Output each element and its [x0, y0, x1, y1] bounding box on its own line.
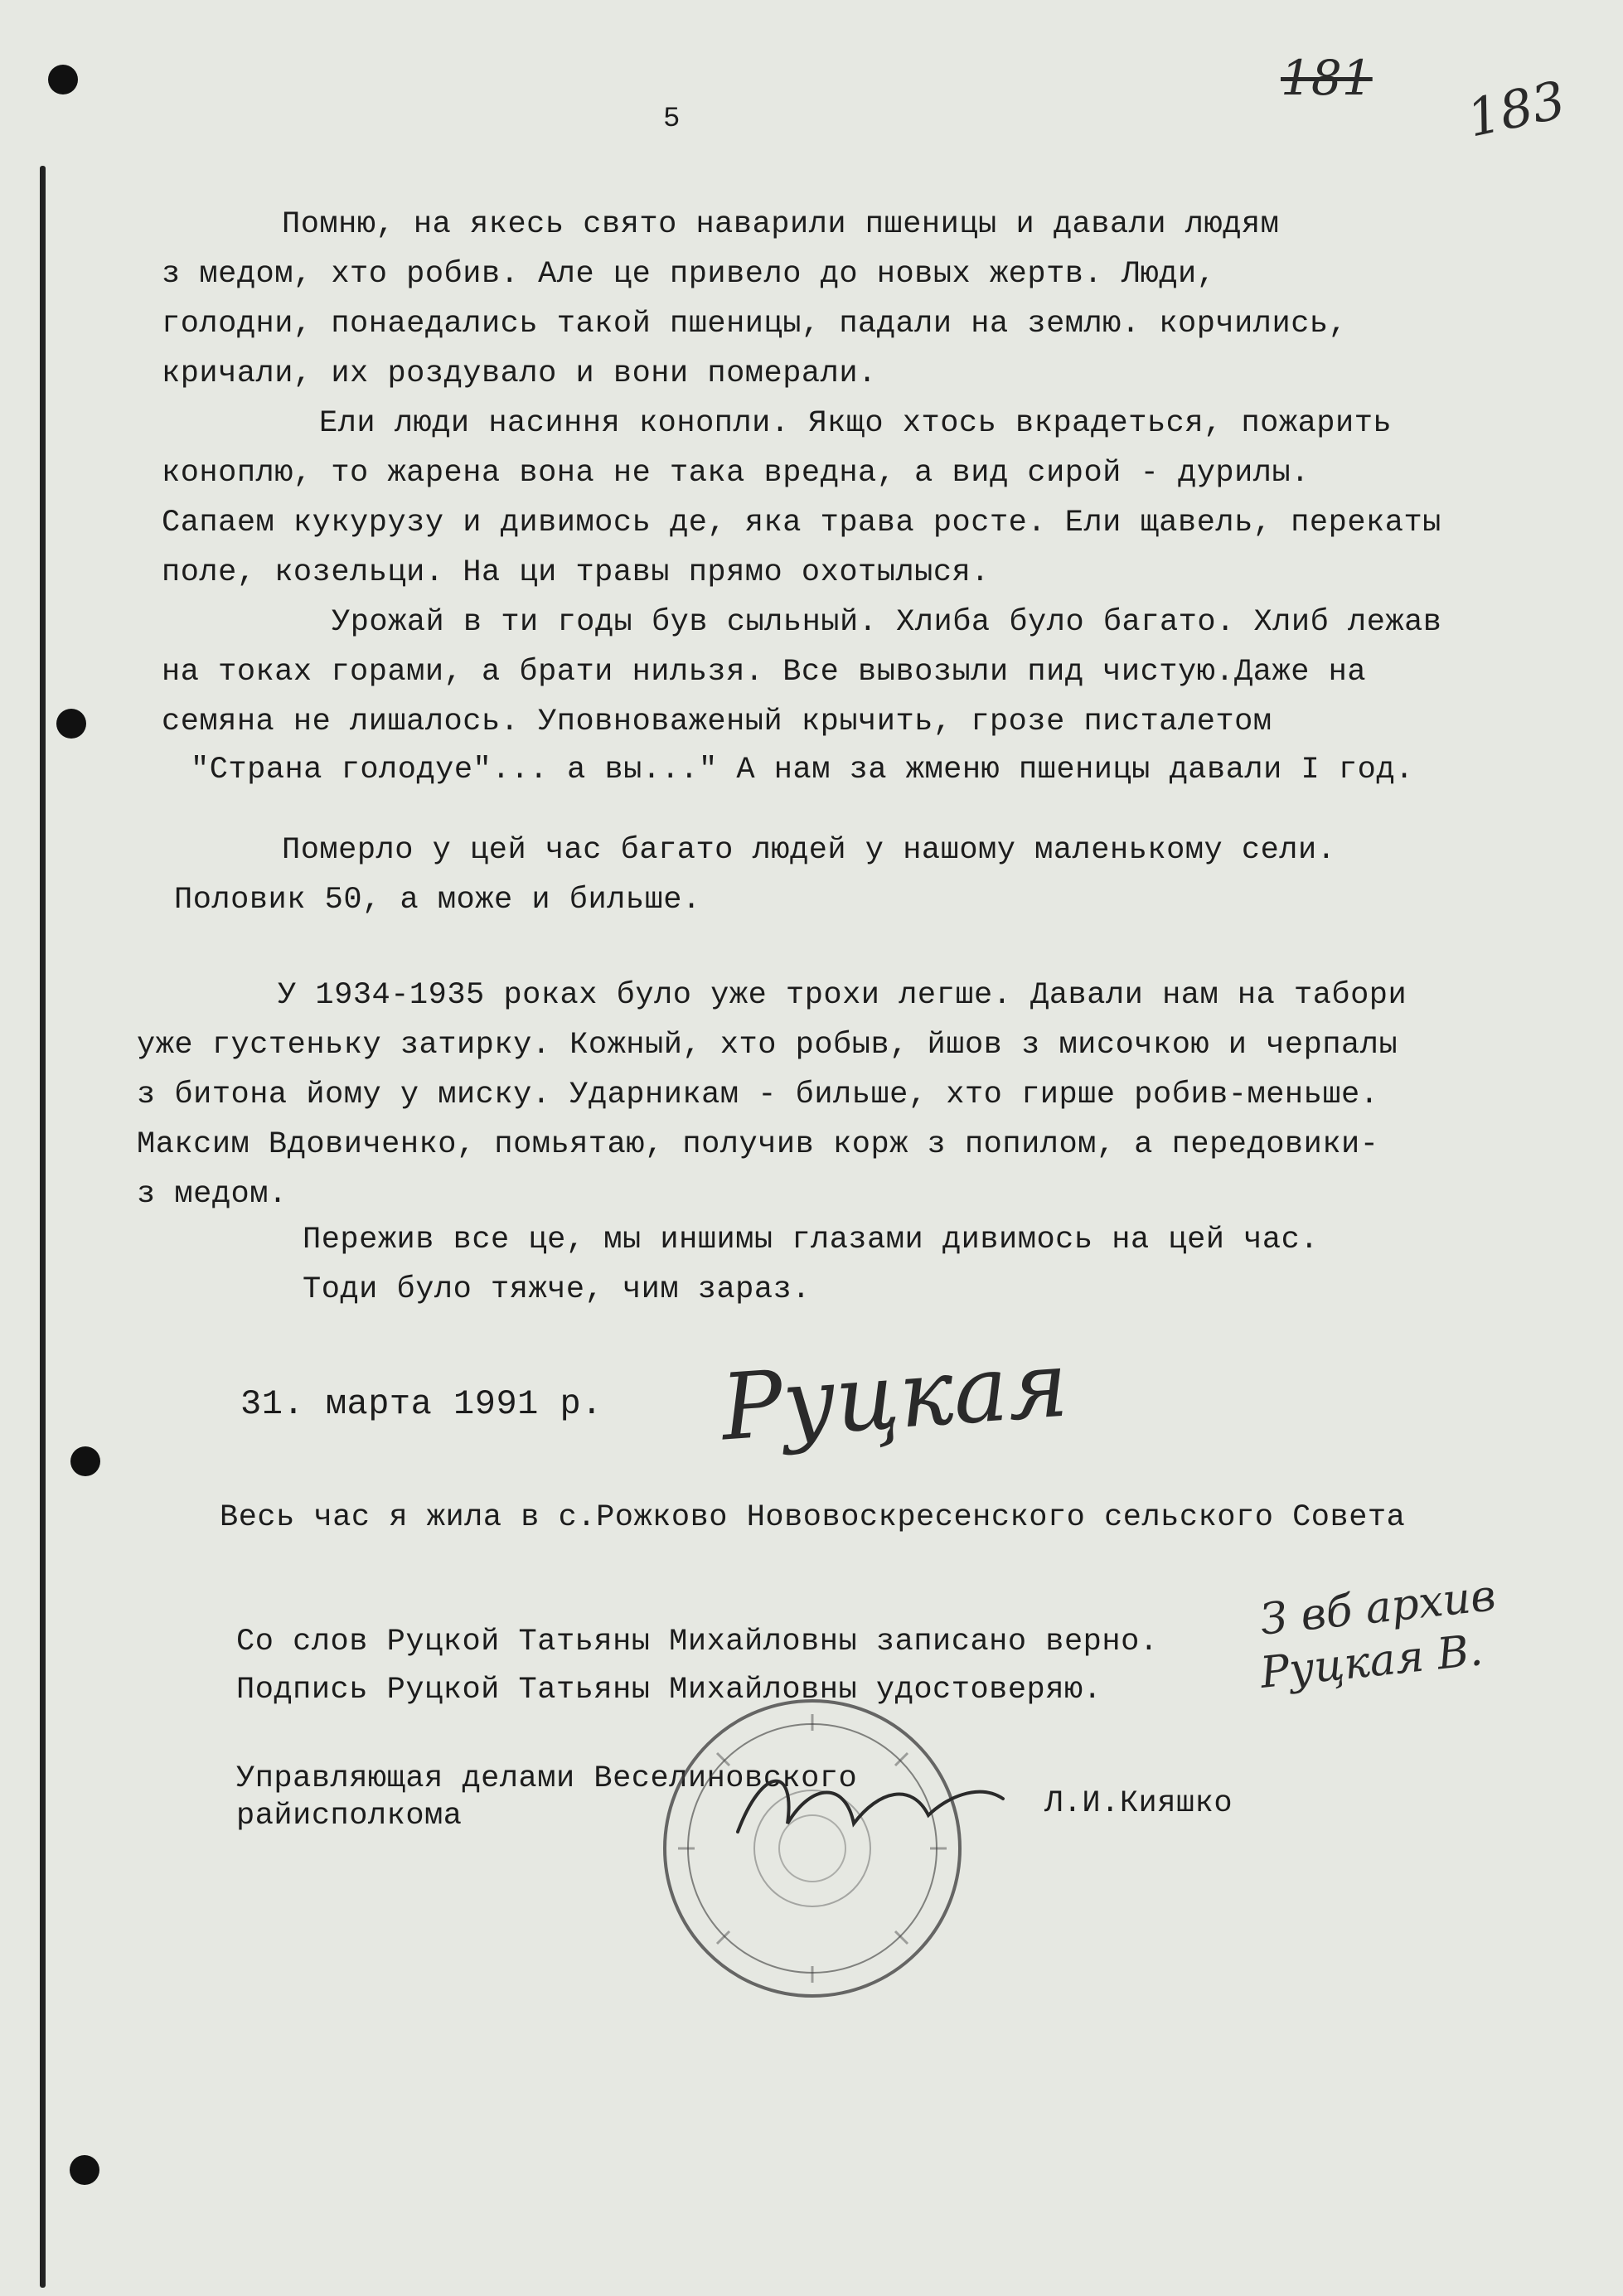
body-line: Сапаем кукурузу и дивимось де, яка трава росте. Ели щавель, перекаты	[162, 506, 1441, 540]
official-signature-mark	[729, 1749, 1011, 1865]
body-line: Ели люди насиння конопли. Якщо хтось вкрадеться, пожарить	[319, 406, 1393, 441]
body-line: голодни, понаедались такой пшеницы, падали на землю. корчились,	[162, 307, 1348, 341]
body-line: з медом, хто робив. Але це привело до новых жертв. Люди,	[162, 257, 1216, 292]
official-title: Управляющая делами Веселиновского	[236, 1761, 858, 1796]
body-line: Пережив все це, мы иншимы глазами дивимось на цей час.	[303, 1223, 1319, 1257]
binding-margin-line	[40, 166, 46, 2288]
body-line: на токах горами, а брати нильзя. Все вывозыли пид чистую.Даже на	[162, 655, 1367, 690]
punch-hole	[70, 2155, 99, 2185]
punch-hole	[48, 65, 78, 94]
body-line: Максим Вдовиченко, помьятаю, получив корж з попилом, а передовики-	[137, 1127, 1379, 1162]
body-line: Половик 50, а може и бильше.	[174, 883, 701, 918]
body-line: Помню, на якесь свято наварили пшеницы и давали людям	[282, 207, 1280, 242]
certification-line: Подпись Руцкой Татьяны Михайловны удостоверяю.	[236, 1673, 1102, 1707]
body-line: з медом.	[137, 1177, 288, 1212]
body-line: кричали, их роздувало и вони померали.	[162, 356, 877, 391]
body-line: "Страна голодуе"... а вы..." А нам за жменю пшеницы давали I год.	[191, 753, 1414, 787]
punch-hole	[70, 1446, 100, 1476]
signature-rutskaya: Руцкая	[718, 1330, 1072, 1461]
body-line: Померло у цей час багато людей у нашому маленькому сели.	[282, 833, 1336, 868]
certification-line: Со слов Руцкой Татьяны Михайловны записано верно.	[236, 1625, 1159, 1659]
body-line: У 1934-1935 роках було уже трохи легше. Давали нам на табори	[278, 978, 1407, 1013]
body-line: з битона йому у миску. Ударникам - бильше, хто гирше робив-меньше.	[137, 1078, 1379, 1112]
residence-line: Весь час я жила в с.Рожково Нововоскресенского сельского Совета	[220, 1500, 1406, 1535]
handwritten-note: З вб архив	[1257, 1571, 1499, 1645]
body-line: поле, козельци. На ци травы прямо охотылыся.	[162, 555, 990, 590]
archive-number-struck: 181	[1281, 50, 1373, 106]
body-line: Тоди було тяжче, чим зараз.	[303, 1272, 811, 1307]
archive-number: 183	[1461, 69, 1571, 149]
official-title: райисполкома	[236, 1799, 463, 1833]
punch-hole	[56, 709, 86, 739]
handwritten-note: Руцкая В.	[1257, 1625, 1485, 1698]
official-name: Л.И.Кияшко	[1044, 1786, 1233, 1821]
document-date: 31. марта 1991 р.	[240, 1384, 603, 1424]
body-line: семяна не лишалось. Уповноваженый крычить, грозе писталетом	[162, 705, 1272, 739]
body-line: уже густеньку затирку. Кожный, хто робыв, йшов з мисочкою и черпалы	[137, 1028, 1398, 1063]
page-marker: 5	[663, 104, 681, 135]
body-line: Урожай в ти годы був сыльный. Хлиба було багато. Хлиб лежав	[332, 605, 1442, 640]
body-line: коноплю, то жарена вона не така вредна, а вид сирой - дурилы.	[162, 456, 1310, 491]
